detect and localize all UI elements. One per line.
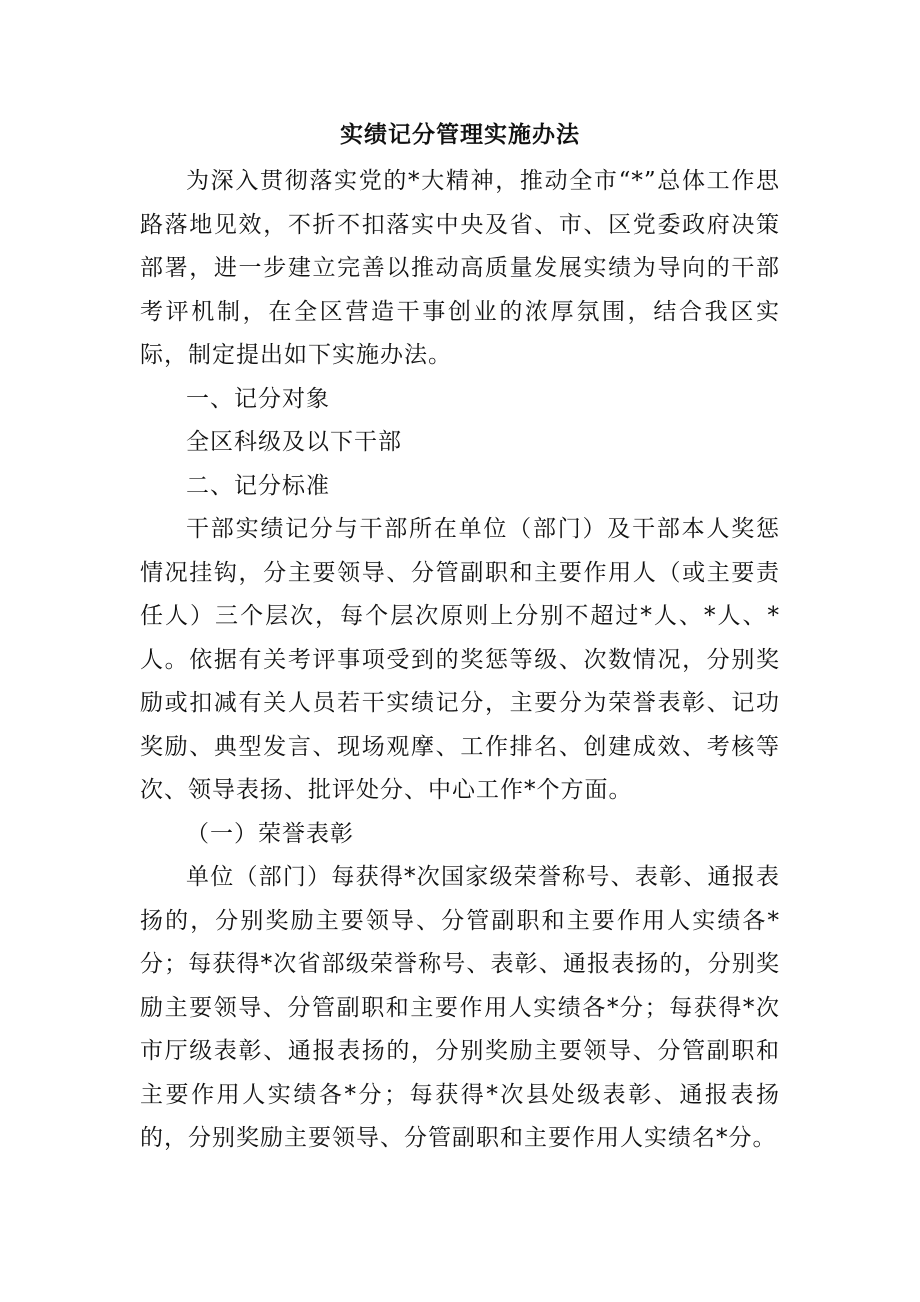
section-heading-scoring-standard: 二、记分标准	[186, 472, 330, 499]
paragraph-honors: 单位（部门）每获得*次国家级荣誉称号、表彰、通报表扬的，分别奖励主要领导、分管副职和主要作用人实绩各*分；每获得*次省部级荣誉称号、表彰、通报表扬的，分别奖励主要领导、分管副职和主要作用人实绩各*分；每获得*次市厅级表彰、通报表扬的，分别奖励主要领导、分管副职和主要作用人实绩各*分；每获得*次县处级表彰、通报表扬的，分别奖励主要领导、分管副职和主要作用人实绩名*分。	[140, 864, 780, 1151]
document-title: 实绩记分管理实施办法	[340, 121, 580, 148]
paragraph-scoring-target: 全区科级及以下干部	[186, 429, 402, 455]
section-heading-scoring-target: 一、记分对象	[186, 385, 330, 412]
document-body	[140, 160, 780, 1161]
paragraph-scoring-standard: 干部实绩记分与干部所在单位（部门）及干部本人奖惩情况挂钩，分主要领导、分管副职和主要作用人（或主要责任人）三个层次，每个层次原则上分别不超过*人、*人、*人。依据有关考评事项受到的奖惩等级、次数情况，分别奖励或扣减有关人员若干实绩记分，主要分为荣誉表彰、记功奖励、典型发言、现场观摩、工作排名、创建成效、考核等次、领导表扬、批评处分、中心工作*个方面。	[140, 516, 780, 803]
paragraph-intro: 为深入贯彻落实党的*大精神，推动全市“*”总体工作思路落地见效，不折不扣落实中央及省、市、区党委政府决策部署，进一步建立完善以推动高质量发展实绩为导向的干部考评机制，在全区营造干事创业的浓厚氛围，结合我区实际，制定提出如下实施办法。	[140, 168, 780, 368]
subsection-heading-honors: （一）荣誉表彰	[186, 820, 354, 847]
